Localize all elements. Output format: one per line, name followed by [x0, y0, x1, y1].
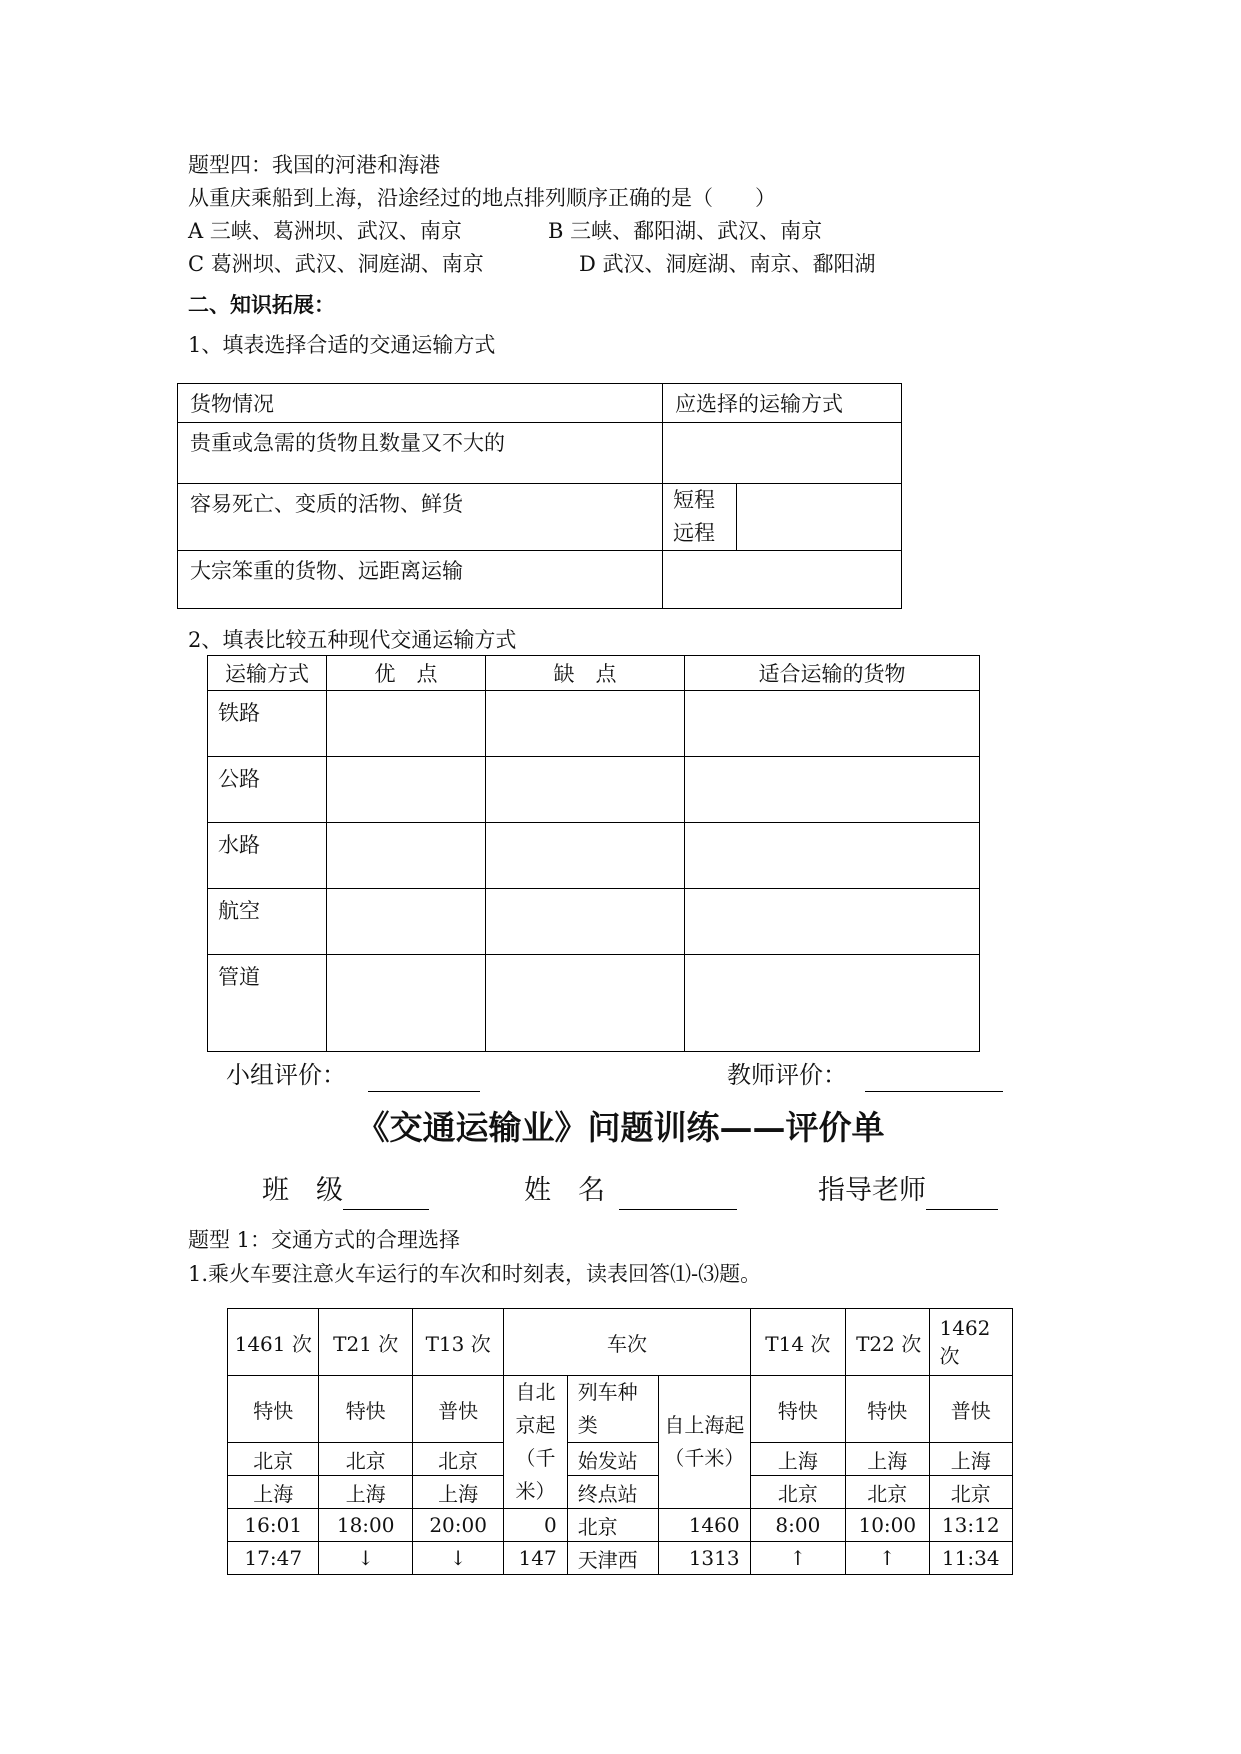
page-title: 《交通运输业》问题训练——评价单 [356, 1108, 885, 1147]
answer-cell[interactable] [327, 823, 486, 889]
origin-cell: 北京 [228, 1443, 319, 1476]
advisor-label: 指导老师 [818, 1175, 926, 1206]
name-label: 姓 名 [524, 1175, 605, 1206]
from-beijing-label: 自北京起（千米） [504, 1376, 567, 1509]
type-cell: 特快 [846, 1376, 929, 1443]
train-t14: T14 次 [750, 1309, 845, 1376]
answer-cell[interactable] [327, 889, 486, 955]
class-info [262, 1172, 429, 1210]
arrow-up-icon: ↑ [846, 1542, 929, 1575]
transport-compare-table [207, 655, 980, 1052]
question-1-text: 1、填表选择合适的交通运输方式 [188, 333, 496, 357]
answer-cell-3[interactable] [663, 551, 902, 609]
origin-label: 始发站 [567, 1443, 658, 1476]
from-shanghai-label: 自上海起（千米） [659, 1376, 750, 1509]
name-info [524, 1172, 737, 1210]
km-from-beijing: 0 [504, 1509, 567, 1542]
cargo-row-3: 大宗笨重的货物、远距离运输 [178, 551, 663, 609]
header-disadvantages: 缺 点 [486, 656, 685, 691]
type-cell: 特快 [750, 1376, 845, 1443]
train-t22: T22 次 [846, 1309, 929, 1376]
group-evaluation [226, 1058, 480, 1092]
origin-cell: 上海 [846, 1443, 929, 1476]
type-cell: 特快 [228, 1376, 319, 1443]
arrow-down-icon: ↓ [319, 1542, 412, 1575]
time-cell: 17:47 [228, 1542, 319, 1575]
option-c[interactable]: C 葛洲坝、武汉、洞庭湖、南京 [188, 252, 484, 276]
train-timetable [227, 1308, 1013, 1575]
answer-cell[interactable] [486, 823, 685, 889]
answer-cell[interactable] [486, 757, 685, 823]
dest-cell: 上海 [319, 1476, 412, 1509]
station-name: 天津西 [567, 1542, 658, 1575]
center-header: 车次 [504, 1309, 750, 1376]
type1-question: 1.乘火车要注意火车运行的车次和时刻表，读表回答⑴-⑶题。 [188, 1262, 762, 1286]
section-heading: 题型四：我国的河港和海港 [188, 153, 440, 177]
teacher-evaluation-label: 教师评价： [727, 1061, 847, 1089]
train-t21: T21 次 [319, 1309, 412, 1376]
answer-cell[interactable] [486, 889, 685, 955]
answer-cell[interactable] [327, 955, 486, 1052]
answer-cell[interactable] [685, 691, 980, 757]
station-name: 北京 [567, 1509, 658, 1542]
answer-cell[interactable] [685, 757, 980, 823]
mode-highway: 公路 [208, 757, 327, 823]
class-field[interactable] [343, 1209, 429, 1210]
train-t13: T13 次 [412, 1309, 503, 1376]
type-cell: 普快 [412, 1376, 503, 1443]
header-method: 应选择的运输方式 [663, 384, 902, 423]
group-evaluation-field[interactable] [368, 1091, 480, 1092]
advisor-field[interactable] [926, 1209, 998, 1210]
arrow-up-icon: ↑ [750, 1542, 845, 1575]
time-cell: 18:00 [319, 1509, 412, 1542]
dest-cell: 北京 [929, 1476, 1013, 1509]
transport-choice-table [177, 383, 902, 609]
dest-label: 终点站 [567, 1476, 658, 1509]
mode-pipeline: 管道 [208, 955, 327, 1052]
dest-cell: 北京 [750, 1476, 845, 1509]
origin-cell: 上海 [750, 1443, 845, 1476]
km-from-shanghai: 1460 [659, 1509, 750, 1542]
origin-cell: 北京 [412, 1443, 503, 1476]
header-advantages: 优 点 [327, 656, 486, 691]
dest-cell: 上海 [228, 1476, 319, 1509]
km-from-shanghai: 1313 [659, 1542, 750, 1575]
long-distance-label: 远程 [673, 521, 715, 545]
option-d[interactable]: D 武汉、洞庭湖、南京、鄱阳湖 [579, 252, 876, 276]
type1-heading: 题型 1：交通方式的合理选择 [188, 1228, 461, 1252]
time-cell: 13:12 [929, 1509, 1013, 1542]
time-cell: 10:00 [846, 1509, 929, 1542]
dest-cell: 上海 [412, 1476, 503, 1509]
answer-cell-2[interactable] [737, 484, 902, 551]
time-cell: 8:00 [750, 1509, 845, 1542]
cargo-row-1: 贵重或急需的货物且数量又不大的 [178, 423, 663, 484]
answer-cell[interactable] [486, 691, 685, 757]
option-b[interactable]: B 三峡、鄱阳湖、武汉、南京 [548, 219, 823, 243]
answer-cell[interactable] [685, 955, 980, 1052]
teacher-evaluation-field[interactable] [865, 1091, 1003, 1092]
group-evaluation-label: 小组评价： [226, 1061, 346, 1089]
question-2-text: 2、填表比较五种现代交通运输方式 [188, 628, 517, 652]
mode-waterway: 水路 [208, 823, 327, 889]
short-distance-label: 短程 [673, 488, 715, 512]
dest-cell: 北京 [846, 1476, 929, 1509]
arrow-down-icon: ↓ [412, 1542, 503, 1575]
train-1461: 1461 次 [228, 1309, 319, 1376]
header-cargo: 货物情况 [178, 384, 663, 423]
cargo-row-2: 容易死亡、变质的活物、鲜货 [178, 484, 663, 551]
question-text: 从重庆乘船到上海，沿途经过的地点排列顺序正确的是（ ） [188, 186, 776, 210]
train-type-label: 列车种类 [567, 1376, 658, 1443]
mode-aviation: 航空 [208, 889, 327, 955]
time-cell: 11:34 [929, 1542, 1013, 1575]
knowledge-heading: 二、知识拓展： [188, 292, 335, 317]
option-a[interactable]: A 三峡、葛洲坝、武汉、南京 [188, 219, 462, 243]
answer-cell[interactable] [327, 691, 486, 757]
answer-cell[interactable] [685, 889, 980, 955]
teacher-evaluation [727, 1058, 1003, 1092]
name-field[interactable] [619, 1209, 737, 1210]
train-1462: 1462 次 [929, 1309, 1013, 1376]
mode-railway: 铁路 [208, 691, 327, 757]
advisor-info [818, 1172, 998, 1210]
km-from-beijing: 147 [504, 1542, 567, 1575]
header-suitable-cargo: 适合运输的货物 [685, 656, 980, 691]
answer-cell[interactable] [486, 955, 685, 1052]
origin-cell: 上海 [929, 1443, 1013, 1476]
type-cell: 特快 [319, 1376, 412, 1443]
time-cell: 20:00 [412, 1509, 503, 1542]
distance-labels [663, 484, 737, 551]
origin-cell: 北京 [319, 1443, 412, 1476]
time-cell: 16:01 [228, 1509, 319, 1542]
type-cell: 普快 [929, 1376, 1013, 1443]
answer-cell[interactable] [685, 823, 980, 889]
answer-cell[interactable] [327, 757, 486, 823]
class-label: 班 级 [262, 1175, 343, 1206]
header-mode: 运输方式 [208, 656, 327, 691]
answer-cell-1[interactable] [663, 423, 902, 484]
